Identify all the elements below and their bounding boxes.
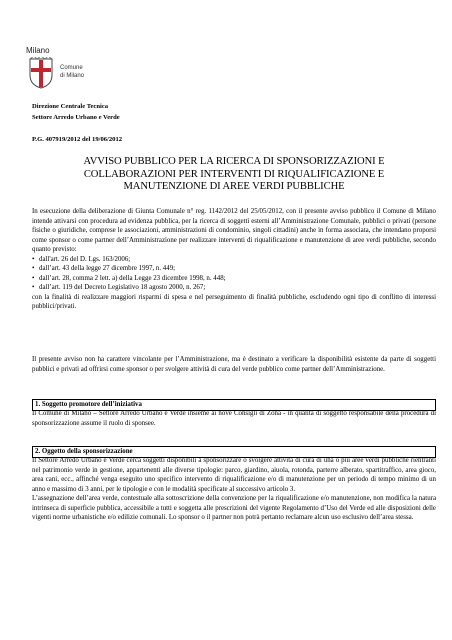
section-2-text: Il Settore Arredo Urbano e Verde cerca soggetti disponibili a sponsorizzare o svolgere attività di cura di una o più aree verdi pubbliche rientranti nel patrimonio verde in gestione, appartenenti alle diverse tipologie: parco, giardino, aiuola, rotonda, parterre alberato, spartitraffico, area gioco, area cani, ecc., affinché venga eseguito uno specifico intervento di riqualificazione e/o di manutenzione per un periodo di tempo minimo di un anno e massimo di 3 anni, per le tipologie e con le modalità specificate al successivo articolo 3.	[32, 457, 436, 493]
section-2-text-continued: L’assegnazione dell’area verde, contestuale alla sottoscrizione della convenzione per la riqualificazione e/o manutenzione, non modifica la natura intrinseca di superficie pubblica, accessibile a tutti e soggetta alle prescrizioni del vigente Regolamento d’Uso del Verde ed alle disposizioni delle vigenti norme urbanistiche e/o edilizie comunali. Lo sponsor o il partner non potrà pertanto reclamare alcun uso esclusivo dell’area stessa.	[32, 495, 436, 521]
logo-city-name: Milano	[26, 46, 50, 55]
intro-section	[32, 207, 436, 312]
department-header	[32, 101, 436, 123]
milano-crest-icon	[28, 57, 54, 89]
document-title: AVVISO PUBBLICO PER LA RICERCA DI SPONSORIZZAZIONI E COLLABORAZIONI PER INTERVENTI DI RIQUALIFICAZIONE E MANUTENZIONE DI AREE VERDI PUBBLICHE	[83, 156, 385, 193]
notice-paragraph: Il presente avviso non ha carattere vincolante per l’Amministrazione, ma è destinato a verificare la disponibilità esistente da parte di soggetti pubblici e privati ad offrirsi come sponsor o per svolgere attività di cura del verde pubblico come partner dell’Amministrazione.	[32, 356, 436, 373]
department-name: Direzione Centrale Tecnica	[32, 103, 109, 110]
intro-paragraph: In esecuzione della deliberazione di Giunta Comunale n° reg. 1142/2012 del 25/05/2012, con il presente avviso pubblico il Comune di Milano intende attivarsi con procedura ad evidenza pubblica, per la ricerca di soggetti esterni all’Amministrazione Comunale, pubblici o privati (persone fisiche o giuridiche, comprese le associazioni, amministrazioni di condominio, singoli cittadini) anche in forma associata, che intendano proporsi come sponsor o come partner dell’Amministrazione per realizzare interventi di riqualificazione e manutenzione di aree verdi pubbliche, secondo quanto previsto:	[32, 208, 436, 253]
section-1-text: Il Comune di Milano – Settore Arredo Urbano e Verde insieme ai nove Consigli di Zona - in qualità di soggetto responsabile della procedura di sponsorizzazione assume il ruolo di sponsee.	[32, 410, 436, 427]
section-2-body	[32, 456, 436, 523]
list-item: • dall’art. 43 della legge 27 dicembre 1997, n. 449;	[32, 265, 176, 272]
purpose-paragraph: con la finalità di realizzare maggiori risparmi di spesa e nel perseguimento di finalità pubbliche, escludendo ogni tipo di conflitto di interessi pubblici/privati.	[32, 293, 436, 310]
list-item: • dall'art. 26 del D. Lgs. 163/2006;	[32, 255, 131, 263]
protocol-number: P.G. 407919/2012 del 19/06/2012	[32, 136, 123, 143]
comune-di-milano-logo	[26, 46, 146, 96]
logo-comune-text: Comune di Milano	[60, 65, 85, 79]
list-item: • dall’art. 28, comma 2 lett. a) della Legge 23 dicembre 1998, n. 448;	[32, 274, 226, 282]
list-item: • dall’art. 119 del Decreto Legislativo 18 agosto 2000, n. 267;	[32, 284, 206, 291]
legal-references-list	[32, 255, 436, 293]
section-2-heading: 2. Oggetto della sponsorizzazione	[32, 446, 436, 458]
section-1-heading: 1. Soggetto promotore dell’iniziativa	[32, 399, 436, 411]
office-name: Settore Arredo Urbano e Verde	[32, 114, 120, 121]
